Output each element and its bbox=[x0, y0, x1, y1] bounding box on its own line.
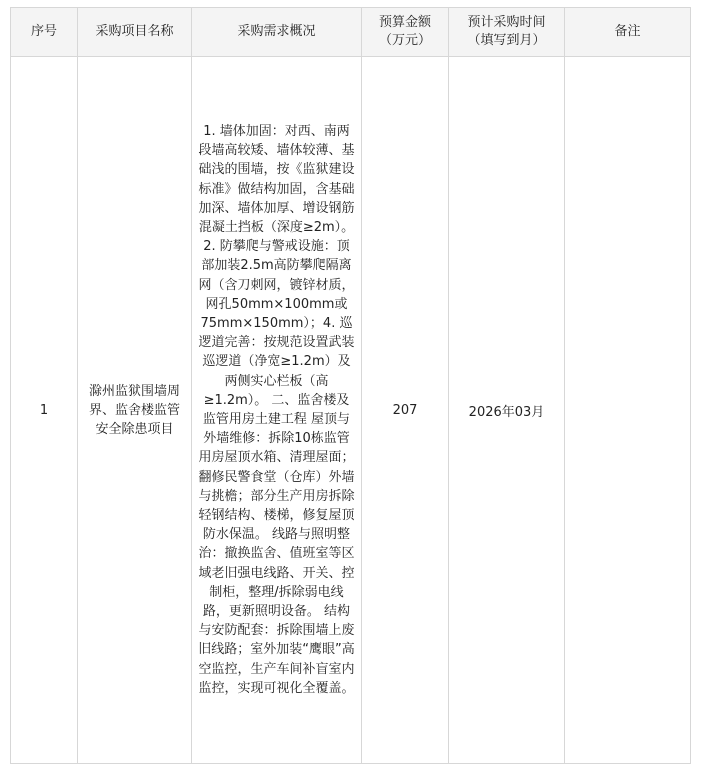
header-time-line2: （填写到月） bbox=[467, 33, 546, 48]
header-budget bbox=[362, 8, 449, 57]
header-time bbox=[449, 8, 565, 57]
cell-seq: 1 bbox=[11, 57, 78, 764]
procurement-table bbox=[10, 7, 691, 764]
cell-time: 2026年03月 bbox=[449, 57, 565, 764]
cell-description: 1. 墙体加固：对西、南两段墙高较矮、墙体较薄、基础浅的围墙，按《监狱建设标准》做结构加固，含基础加深、墙体加厚、增设钢筋混凝土挡板（深度≥2m）。 2. 防攀爬与警戒设施：顶部加装2.5m高防攀爬隔离网（含刀刺网，镀锌材质，网孔50mm×100mm或75mm×150mm）；4. 巡逻道完善：按规范设置武装巡逻道（净宽≥1.2m）及两侧实心栏板（高≥1.2m）。 二、监舍楼及监管用房土建工程 屋顶与外墙维修：拆除10栋监管用房屋顶水箱、清理屋面；翻修民警食堂（仓库）外墙与挑檐；部分生产用房拆除轻钢结构、楼梯，修复屋顶防水保温。 线路与照明整治：撤换监舍、值班室等区域老旧强电线路、开关、控制柜，整理/拆除弱电线路，更新照明设备。 结构与安防配套：拆除围墙上废旧线路；室外加装“鹰眼”高空监控，生产车间补盲室内监控，实现可视化全覆盖。 bbox=[192, 57, 362, 764]
header-project-name: 采购项目名称 bbox=[78, 8, 192, 57]
table-header-row bbox=[11, 8, 691, 57]
cell-project-name: 滁州监狱围墙周界、监舍楼监管安全除患项目 bbox=[78, 57, 192, 764]
table-row bbox=[11, 57, 691, 764]
header-budget-line2: （万元） bbox=[378, 33, 431, 48]
header-budget-line1: 预算金额 bbox=[378, 15, 431, 30]
header-time-line1: 预计采购时间 bbox=[467, 15, 546, 30]
header-seq: 序号 bbox=[11, 8, 78, 57]
header-note: 备注 bbox=[565, 8, 691, 57]
cell-note bbox=[565, 57, 691, 764]
header-description: 采购需求概况 bbox=[192, 8, 362, 57]
cell-budget: 207 bbox=[362, 57, 449, 764]
